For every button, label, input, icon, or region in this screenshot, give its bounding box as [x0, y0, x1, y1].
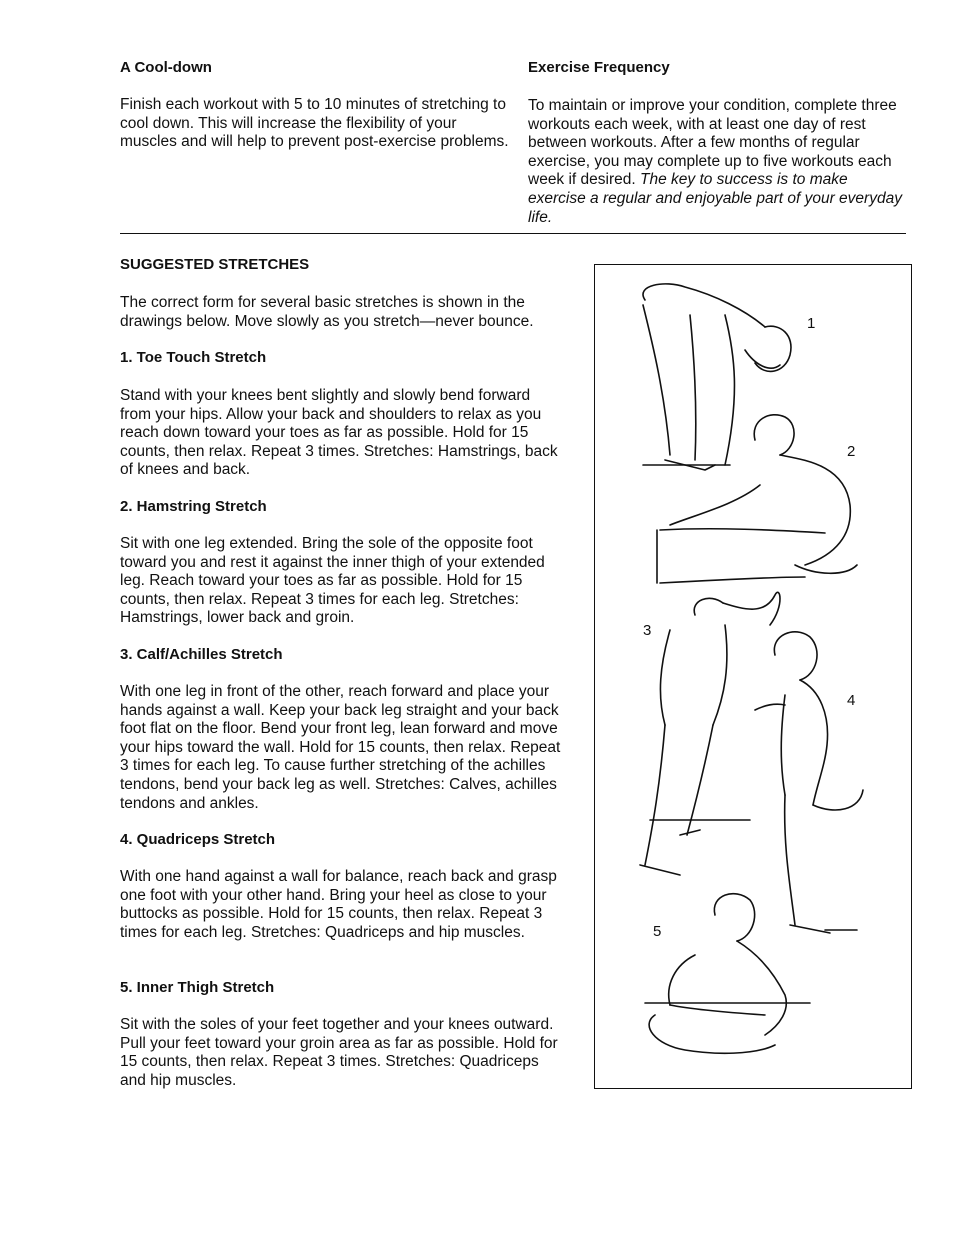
hamstring-figure	[657, 415, 857, 583]
cooldown-body: Finish each workout with 5 to 10 minutes of stretching to cool down. This will increase the flexibility of your muscles and will help to prevent post-exercise problems.	[120, 96, 509, 151]
inner-thigh-figure	[645, 894, 810, 1054]
stretch-5-body: Sit with the soles of your feet together and your knees outward. Pull your feet toward your groin area as far as possible. Hold for 15 counts, then relax. Repeat 3 times. Stretches: Quadriceps and hip muscles.	[120, 1016, 558, 1089]
frequency-heading: Exercise Frequency	[528, 59, 670, 76]
stretches-heading: SUGGESTED STRETCHES	[120, 256, 310, 273]
stretches-intro: The correct form for several basic stretches is shown in the drawings below. Move slowly as you stretch—never bounce.	[120, 294, 534, 330]
quadriceps-figure	[755, 632, 863, 933]
section-divider	[120, 233, 906, 234]
stretch-drawings	[595, 265, 911, 1088]
frequency-body	[528, 97, 908, 227]
frequency-body-emphasis: The key to success is to make exercise a regular and enjoyable part of your everyday life.	[528, 171, 902, 226]
figure-label-4: 4	[847, 692, 856, 709]
stretch-4-body: With one hand against a wall for balance, reach back and grasp one foot with your other hand. Bring your heel as close to your buttocks as possible. Hold for 15 counts, then relax. Repeat 3 times for each leg. Stretches: Quadriceps and hip muscles.	[120, 868, 557, 941]
stretch-4-title: 4. Quadriceps Stretch	[120, 831, 276, 848]
cooldown-heading: A Cool-down	[120, 59, 212, 76]
stretch-illustrations-panel	[594, 264, 912, 1089]
figure-label-1: 1	[807, 315, 816, 332]
stretch-1-title: 1. Toe Touch Stretch	[120, 349, 267, 366]
stretch-5-title: 5. Inner Thigh Stretch	[120, 979, 275, 996]
calf-achilles-figure	[640, 592, 780, 875]
stretch-1-body: Stand with your knees bent slightly and slowly bend forward from your hips. Allow your back and shoulders to relax as you reach down toward your toes as far as possible. Hold for 15 counts, then relax. Repeat 3 times. Stretches: Hamstrings, back of knees and back.	[120, 387, 558, 479]
stretch-3-body: With one leg in front of the other, reach forward and place your hands against a wall. Keep your back leg straight and your back foot flat on the floor. Bend your front leg, lean forward and move your hips toward the wall. Hold for 15 counts, then relax. Repeat 3 times for each leg. To cause further stretching of the achilles tendons, bend your back leg as well. Stretches: Calves, achilles tendons and ankles.	[120, 683, 561, 812]
figure-label-3: 3	[643, 622, 652, 639]
stretch-2-body: Sit with one leg extended. Bring the sole of the opposite foot toward you and rest it against the inner thigh of your extended leg. Reach toward your toes as far as possible. Hold for 15 counts, then relax. Repeat 3 times for each leg. Stretches: Hamstrings, lower back and groin.	[120, 535, 545, 627]
frequency-body-plain: To maintain or improve your condition, complete three workouts each week, with at least one day of rest between workouts. After a few months of regular exercise, you may complete up to five workouts each week if desired.	[528, 97, 897, 189]
toe-touch-figure	[643, 284, 791, 470]
stretch-3-title: 3. Calf/Achilles Stretch	[120, 646, 283, 663]
figure-label-2: 2	[847, 443, 856, 460]
stretch-2-title: 2. Hamstring Stretch	[120, 498, 267, 515]
figure-label-5: 5	[653, 923, 662, 940]
